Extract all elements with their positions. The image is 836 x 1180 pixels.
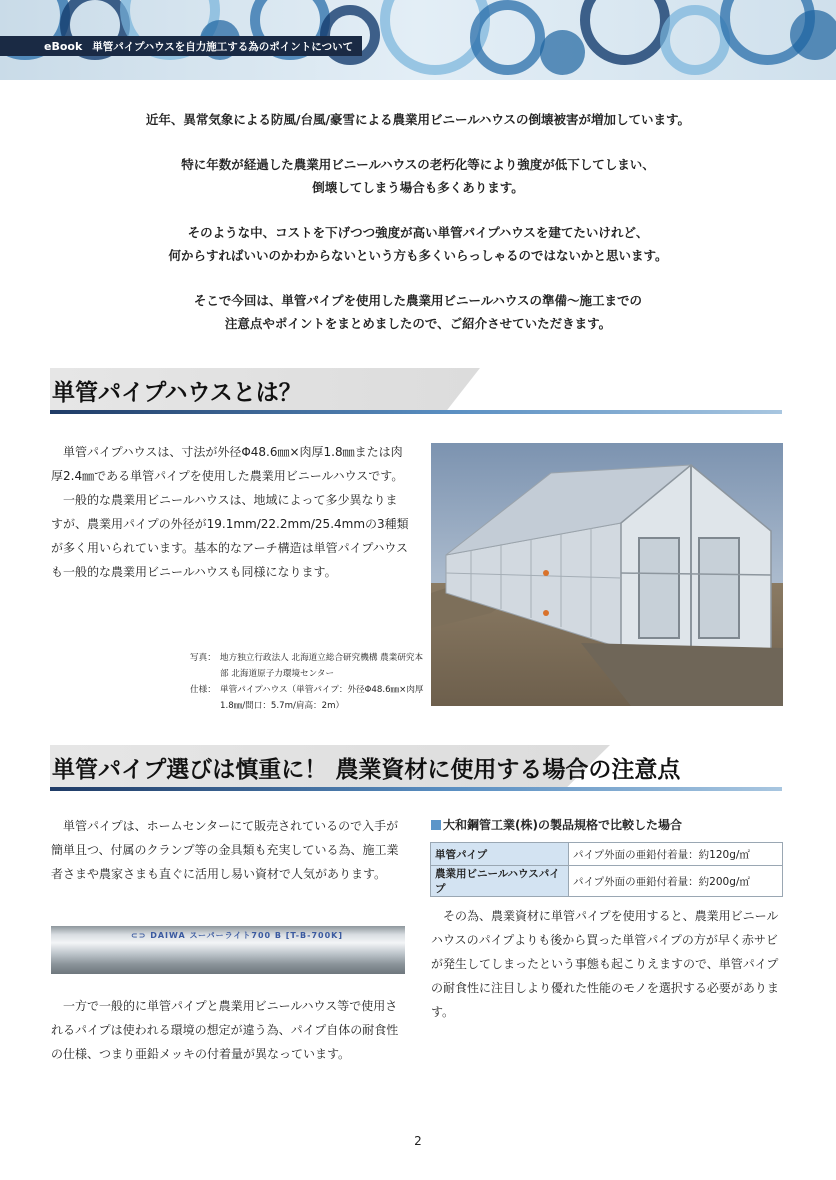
header-banner — [0, 0, 836, 80]
section2-heading — [50, 745, 782, 791]
page-number: 2 — [414, 1134, 422, 1148]
section1-body — [51, 440, 409, 584]
section1-paragraph: 単管パイプハウスは、寸法が外径Φ48.6㎜×肉厚1.8㎜または肉厚2.4㎜である単管パイプを使用した農業用ビニールハウスです。 — [51, 445, 404, 483]
section2-paragraph: 単管パイプは、ホームセンターにて販売されているので入手が簡単且つ、付属のクランプ等の金具類も充実している為、施工業者さまや農家さまも直ぐに活用し易い資材で人気があります。 — [51, 819, 399, 881]
section2-left-body-top — [51, 814, 409, 886]
table-cell-value: パイプ外面の亜鉛付着量：約120g/㎡ — [569, 843, 783, 866]
table-row — [431, 866, 783, 897]
ebook-title-bar — [0, 36, 362, 56]
caption-spec-row: 仕様： 単管パイプハウス（単管パイプ：外径Φ48.6㎜×肉厚1.8㎜/間口：5.7m/肩高：2m） — [190, 685, 424, 711]
comparison-table — [430, 842, 783, 897]
section2-left-body-bottom — [51, 994, 409, 1066]
comparison-title: 大和鋼管工業(株)の製品規格で比較した場合 — [431, 816, 682, 833]
section2-paragraph: 一方で一般的に単管パイプと農業用ビニールハウス等で使用されるパイプは使われる環境の想定が違う為、パイプ自体の耐食性の仕様、つまり亜鉛メッキの付着量が異なっています。 — [51, 999, 399, 1061]
section2-right-body — [431, 904, 783, 1024]
square-bullet-icon — [431, 820, 441, 830]
section2-title: 単管パイプ選びは慎重に！ 農業資材に使用する場合の注意点 — [52, 757, 681, 783]
intro-paragraph: 近年、異常気象による防風/台風/豪雪による農業用ビニールハウスの倒壊被害が増加しています。 — [145, 112, 691, 127]
section2-paragraph: その為、農業資材に単管パイプを使用すると、農業用ビニールハウスのパイプよりも後から買った単管パイプの方が早く赤サビが発生してしまったという事態も起こりえますので、単管パイプの耐食性に注目しより優れた性能のモノを選択する必要があります。 — [431, 909, 779, 1019]
table-cell-name: 単管パイプ — [431, 843, 569, 866]
ebook-title: 単管パイプハウスを自力施工する為のポイントについて — [92, 40, 354, 53]
greenhouse-photo — [431, 443, 783, 706]
table-cell-value: パイプ外面の亜鉛付着量：約200g/㎡ — [569, 866, 783, 897]
pipe-label: ⊂⊃ DAIWA スーパーライト700 B [T-B-700K] — [131, 931, 343, 940]
section1-title: 単管パイプハウスとは？ — [52, 380, 302, 406]
ebook-tag: eBook — [44, 39, 83, 53]
intro-paragraph: そこで今回は、単管パイプを使用した農業用ビニールハウスの準備～施工までの 注意点やポイントをまとめましたので、ご紹介させていただきます。 — [193, 293, 643, 331]
caption-photo-row: 写真： 地方独立行政法人 北海道立総合研究機構 農業研究本部 北海道原子力環境センター — [190, 653, 424, 679]
table-cell-name: 農業用ビニールハウスパイプ — [431, 866, 569, 897]
table-row — [431, 843, 783, 866]
section1-paragraph: 一般的な農業用ビニールハウスは、地域によって多少異なりますが、農業用パイプの外径が19.1mm/22.2mm/25.4mmの3種類が多く用いられています。基本的なアーチ構造は単管パイプハウスも一般的な農業用ビニールハウスも同様になります。 — [51, 493, 409, 579]
intro-text — [0, 108, 836, 357]
intro-paragraph: そのような中、コストを下げつつ強度が高い単管パイプハウスを建てたいけれど、 何からすればいいのかわからないという方も多くいらっしゃるのではないかと思います。 — [168, 225, 668, 263]
section1-heading — [50, 368, 782, 414]
intro-paragraph: 特に年数が経過した農業用ビニールハウスの老朽化等により強度が低下してしまい、 倒壊してしまう場合も多くあります。 — [181, 157, 655, 195]
photo-caption — [190, 650, 430, 714]
pipe-photo — [51, 926, 405, 974]
